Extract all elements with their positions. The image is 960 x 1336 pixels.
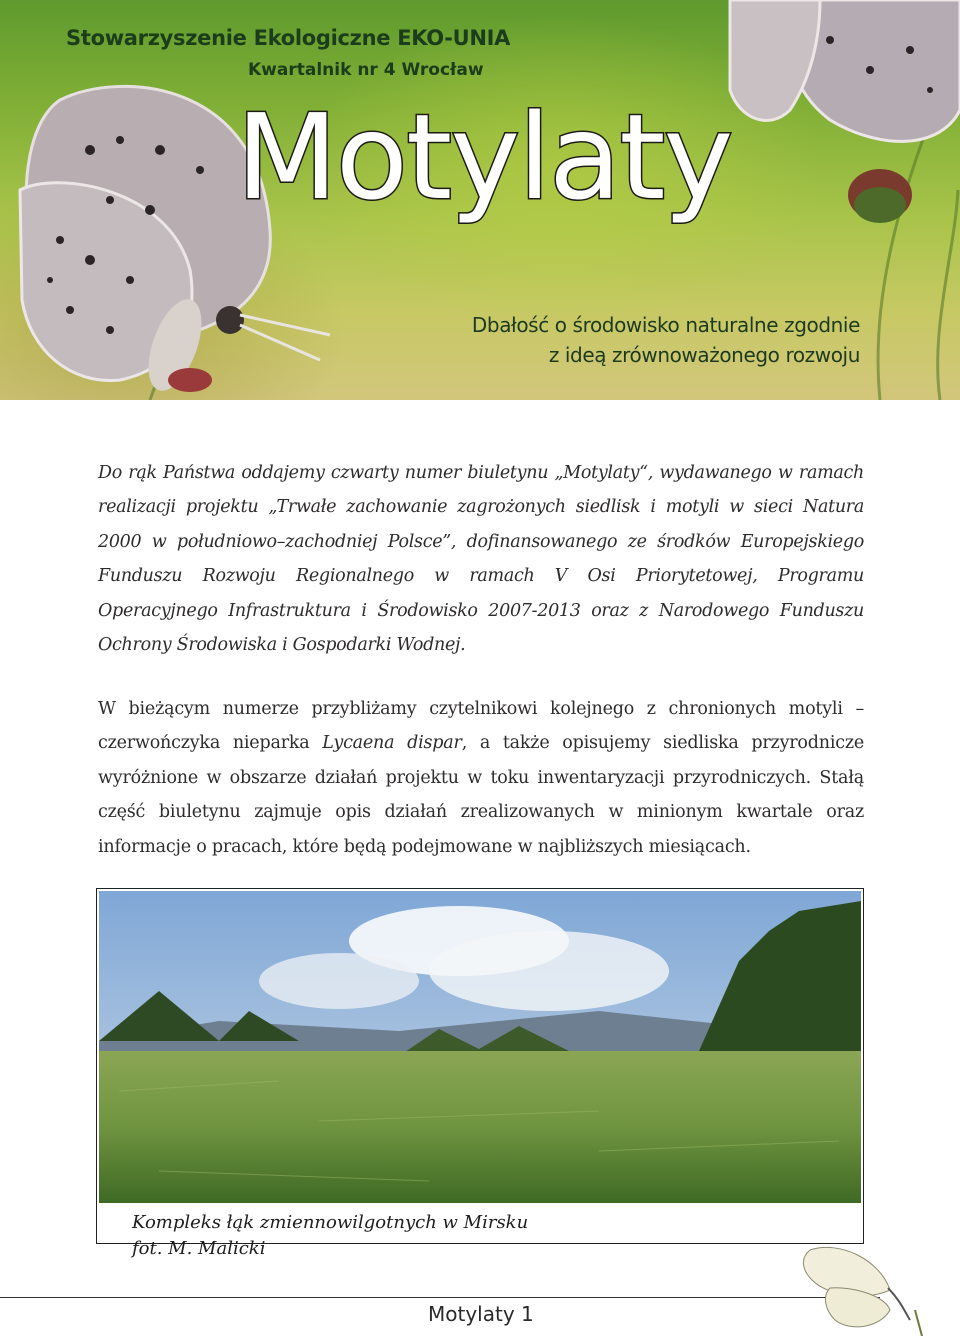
photo-frame xyxy=(96,888,864,1244)
meadow-photo xyxy=(99,891,861,1203)
species-name: Lycaena dispar xyxy=(322,733,462,753)
summary-text-1: W bieżącym numerze przybliżamy czytelnikowi kolejnego z chronionych motyli – czerwończyka nieparka xyxy=(98,698,864,753)
footer-divider xyxy=(0,1297,880,1298)
summary-text-2: , a także opisujemy siedliska przyrodnicze wyróżnione w obszarze działań projektu w toku inwentaryzacji przyrodniczych. Stałą część biuletynu zajmuje opis działań zrealizowanych w minionym kwartale oraz informacje o pracach, które będą podejmowane w najbliższych miesiącach. xyxy=(98,733,864,857)
organization-name: Stowarzyszenie Ekologiczne EKO-UNIA xyxy=(66,26,511,50)
tagline-line-1: Dbałość o środowisko naturalne zgodnie xyxy=(471,313,860,337)
summary-paragraph xyxy=(98,692,864,865)
issue-number: Kwartalnik nr 4 Wrocław xyxy=(248,60,484,80)
caption-credit: fot. M. Malicki xyxy=(132,1238,266,1259)
photo-caption xyxy=(132,1210,528,1262)
caption-title: Kompleks łąk zmiennowilgotnych w Mirsku xyxy=(132,1212,529,1233)
intro-paragraph: Do rąk Państwa oddajemy czwarty numer biuletynu „Motylaty“, wydawanego w ramach realizacji projektu „Trwałe zachowanie zagrożonych siedlisk i motyli w sieci Natura 2000 w południowo–zachodniej Polsce”, dofinansowanego ze środków Europejskiego Funduszu Rozwoju Regionalnego w ramach V Osi Priorytetowej, Programu Operacyjnego Infrastruktura i Środowisko 2007-2013 oraz z Narodowego Funduszu Ochrony Środowiska i Gospodarki Wodnej. xyxy=(98,462,864,655)
tagline-line-2: z ideą zrównoważonego rozwoju xyxy=(548,343,860,367)
tagline xyxy=(472,310,860,370)
header-banner xyxy=(0,0,960,400)
page-number: Motylaty 1 xyxy=(428,1302,534,1326)
right-butterfly-icon xyxy=(730,0,960,223)
white-butterfly-icon xyxy=(790,1240,940,1336)
masthead-title: Motylaty xyxy=(236,88,732,226)
